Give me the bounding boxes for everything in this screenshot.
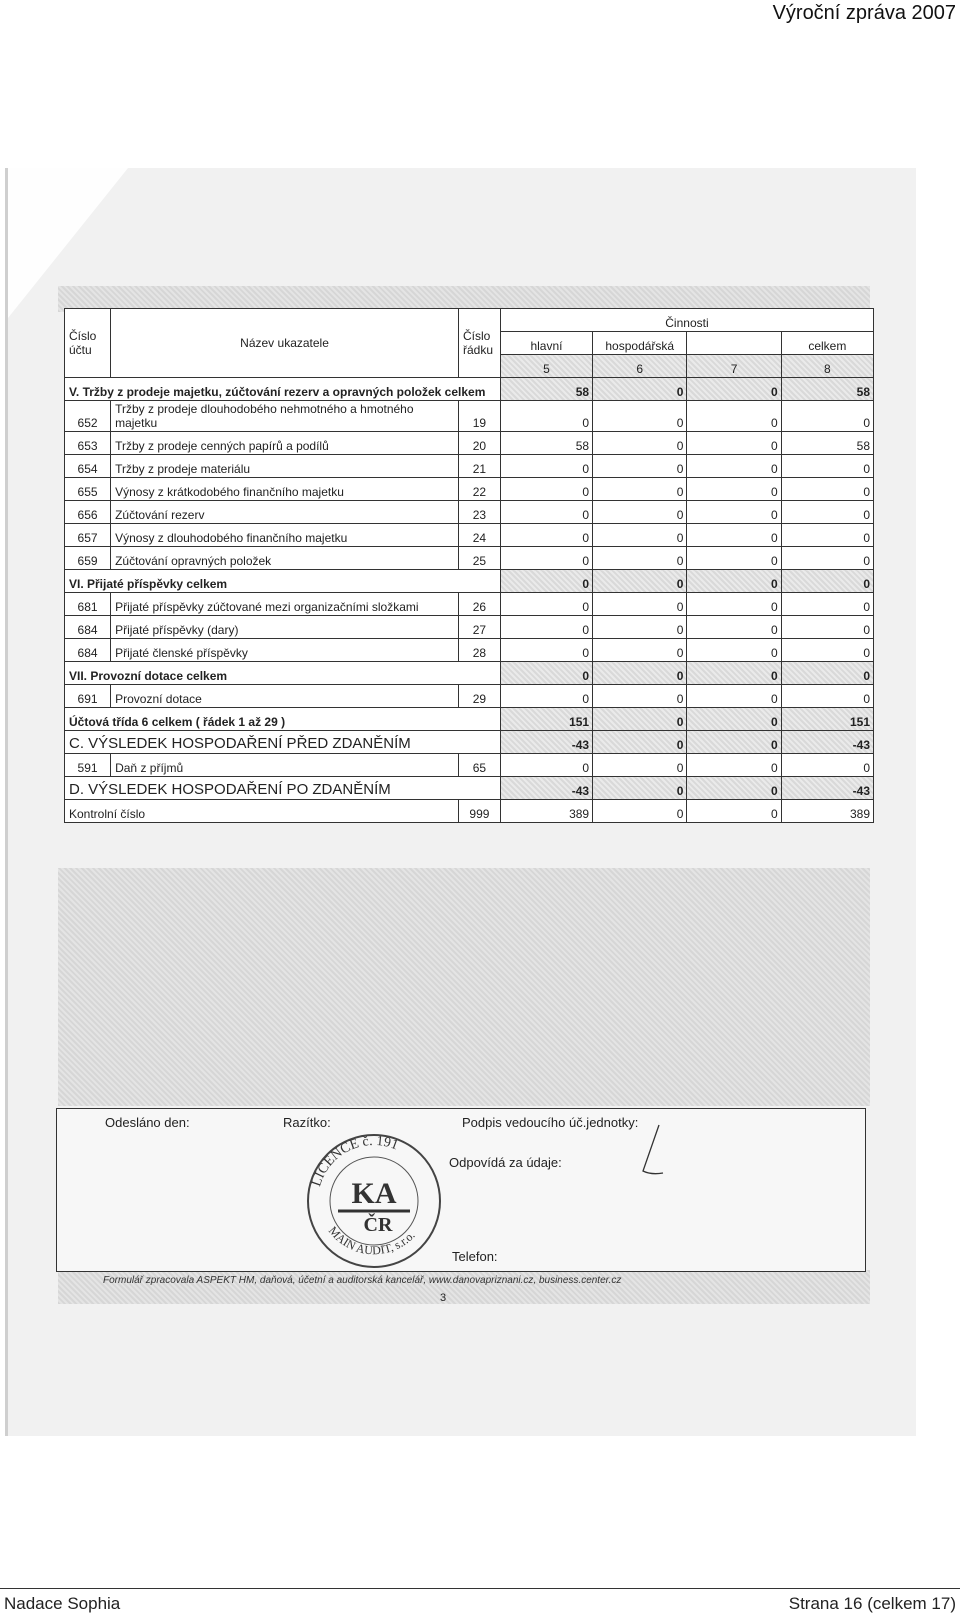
value-cell: 0 xyxy=(500,401,592,432)
value-cell: -43 xyxy=(500,731,592,754)
page-counter: Strana 16 (celkem 17) xyxy=(788,1594,956,1613)
value-cell: 0 xyxy=(593,524,687,547)
scan-shading xyxy=(58,868,870,1106)
value-cell: 0 xyxy=(781,478,873,501)
rowno-cell: 20 xyxy=(458,432,500,455)
rows-vii xyxy=(65,685,874,708)
value-cell: 0 xyxy=(781,401,873,432)
value-cell: 0 xyxy=(593,708,687,731)
value-cell: 0 xyxy=(593,616,687,639)
value-cell: 0 xyxy=(687,616,781,639)
scanned-page xyxy=(5,168,916,1436)
stamp-text-bottom: MAIN AUDIT, s.r.o. xyxy=(325,1223,418,1258)
value-cell: 0 xyxy=(500,478,592,501)
value-cell: 0 xyxy=(593,432,687,455)
stamp-text-top: LICENCE č. 191 xyxy=(309,1133,401,1189)
value-cell: 0 xyxy=(687,777,781,800)
value-cell: 0 xyxy=(593,800,687,823)
account-cell: 654 xyxy=(65,455,111,478)
value-cell: 0 xyxy=(687,501,781,524)
value-cell: 0 xyxy=(687,754,781,777)
value-cell: 58 xyxy=(500,378,592,401)
name-cell: Tržby z prodeje dlouhodobého nehmotného a hmotného majetku xyxy=(111,401,459,432)
report-title: Výroční zpráva 2007 xyxy=(772,2,956,24)
value-cell: 0 xyxy=(593,777,687,800)
account-header: Číslo účtu xyxy=(65,309,111,378)
value-cell: 151 xyxy=(781,708,873,731)
value-cell: 0 xyxy=(781,501,873,524)
account-cell: 655 xyxy=(65,478,111,501)
sent-date-label: Odesláno den: xyxy=(105,1115,190,1130)
row-number-header: Číslo řádku xyxy=(458,309,500,378)
value-cell: 0 xyxy=(593,754,687,777)
account-cell: 659 xyxy=(65,547,111,570)
phone-label: Telefon: xyxy=(452,1249,498,1264)
value-cell: 0 xyxy=(593,547,687,570)
name-cell: Zúčtování opravných položek xyxy=(111,547,459,570)
value-cell: 389 xyxy=(781,800,873,823)
value-cell: 0 xyxy=(500,616,592,639)
account-cell: 691 xyxy=(65,685,111,708)
value-cell: 0 xyxy=(687,731,781,754)
col-economic-header: hospodářská xyxy=(593,332,687,355)
name-cell: Tržby z prodeje materiálu xyxy=(111,455,459,478)
col-number: 5 xyxy=(500,355,592,378)
name-cell: Tržby z prodeje cenných papírů a podílů xyxy=(111,432,459,455)
account-cell: 591 xyxy=(65,754,111,777)
col-number: 7 xyxy=(687,355,781,378)
account-cell: 684 xyxy=(65,616,111,639)
value-cell: 0 xyxy=(593,378,687,401)
value-cell: 0 xyxy=(593,639,687,662)
rows-vi xyxy=(65,593,874,662)
value-cell: -43 xyxy=(500,777,592,800)
result-before-tax-row xyxy=(65,731,874,754)
table-row xyxy=(65,455,874,478)
table-row xyxy=(65,524,874,547)
activities-header: Činnosti xyxy=(500,309,873,332)
section-row xyxy=(65,378,874,401)
value-cell: 0 xyxy=(687,547,781,570)
value-cell: 0 xyxy=(500,639,592,662)
value-cell: 0 xyxy=(687,455,781,478)
value-cell: 0 xyxy=(593,731,687,754)
account-cell: 657 xyxy=(65,524,111,547)
value-cell: 0 xyxy=(500,570,592,593)
rowno-cell: 27 xyxy=(458,616,500,639)
value-cell: 0 xyxy=(500,662,592,685)
auditor-stamp xyxy=(304,1131,444,1271)
control-row xyxy=(65,800,874,823)
signature-label: Podpis vedoucího úč.jednotky: xyxy=(462,1115,639,1130)
signature-mark xyxy=(637,1121,667,1181)
signature-box xyxy=(56,1108,866,1272)
value-cell: 0 xyxy=(687,570,781,593)
tax-row xyxy=(65,754,874,777)
rowno-cell: 19 xyxy=(458,401,500,432)
rowno-cell: 24 xyxy=(458,524,500,547)
account-cell: 656 xyxy=(65,501,111,524)
rowno-cell: 65 xyxy=(458,754,500,777)
table-row xyxy=(65,616,874,639)
value-cell: 0 xyxy=(593,478,687,501)
result-after-label: D. VÝSLEDEK HOSPODAŘENÍ PO ZDANĚNÍM xyxy=(65,777,501,800)
value-cell: 0 xyxy=(687,401,781,432)
value-cell: 0 xyxy=(687,593,781,616)
value-cell: 0 xyxy=(593,501,687,524)
value-cell: 0 xyxy=(687,639,781,662)
section-label: VI. Přijaté příspěvky celkem xyxy=(65,570,501,593)
account-cell: 681 xyxy=(65,593,111,616)
value-cell: 0 xyxy=(781,662,873,685)
value-cell: 0 xyxy=(687,478,781,501)
section-label: V. Tržby z prodeje majetku, zúčtování rezerv a opravných položek celkem xyxy=(65,378,501,401)
stamp-label: Razítko: xyxy=(283,1115,331,1130)
table-row xyxy=(65,639,874,662)
name-cell: Výnosy z dlouhodobého finančního majetku xyxy=(111,524,459,547)
table-row xyxy=(65,432,874,455)
section-row xyxy=(65,662,874,685)
value-cell: 0 xyxy=(500,593,592,616)
rowno-cell: 26 xyxy=(458,593,500,616)
responsible-label: Odpovídá za údaje: xyxy=(449,1155,562,1170)
rowno-cell: 29 xyxy=(458,685,500,708)
stamp-text-mid1: KA xyxy=(351,1177,397,1210)
rowno-cell: 25 xyxy=(458,547,500,570)
value-cell: 0 xyxy=(781,570,873,593)
col-number: 6 xyxy=(593,355,687,378)
col-main-header: hlavní xyxy=(500,332,592,355)
section-row xyxy=(65,570,874,593)
result-after-tax-row xyxy=(65,777,874,800)
value-cell: 0 xyxy=(781,685,873,708)
value-cell: 0 xyxy=(687,708,781,731)
name-cell: Provozní dotace xyxy=(111,685,459,708)
value-cell: 0 xyxy=(781,547,873,570)
footer-rule xyxy=(0,1588,960,1589)
value-cell: 151 xyxy=(500,708,592,731)
account-cell: 653 xyxy=(65,432,111,455)
form-note: Formulář zpracovala ASPEKT HM, daňová, účetní a auditorská kancelář, www.danovapriznani.cz, business.center.cz xyxy=(103,1275,622,1286)
value-cell: 0 xyxy=(593,401,687,432)
value-cell: 58 xyxy=(781,432,873,455)
name-cell: Přijaté příspěvky zúčtované mezi organizačními složkami xyxy=(111,593,459,616)
table-row xyxy=(65,593,874,616)
financial-table xyxy=(64,308,874,823)
value-cell: 58 xyxy=(781,378,873,401)
organization-name: Nadace Sophia xyxy=(4,1594,121,1613)
value-cell: -43 xyxy=(781,777,873,800)
value-cell: 0 xyxy=(593,570,687,593)
col-number: 8 xyxy=(781,355,873,378)
value-cell: 0 xyxy=(687,685,781,708)
value-cell: 0 xyxy=(687,378,781,401)
name-cell: Přijaté členské příspěvky xyxy=(111,639,459,662)
class6-label: Účtová třída 6 celkem ( řádek 1 až 29 ) xyxy=(65,708,501,731)
account-cell: 684 xyxy=(65,639,111,662)
value-cell: 0 xyxy=(781,754,873,777)
value-cell: 0 xyxy=(500,754,592,777)
stamp-text-mid2: ČR xyxy=(363,1214,393,1236)
result-before-label: C. VÝSLEDEK HOSPODAŘENÍ PŘED ZDANĚNÍM xyxy=(65,731,501,754)
value-cell: 0 xyxy=(781,639,873,662)
table-row xyxy=(65,501,874,524)
value-cell: 0 xyxy=(687,662,781,685)
rows-v xyxy=(65,401,874,570)
value-cell: 0 xyxy=(781,616,873,639)
col-total-header: celkem xyxy=(781,332,873,355)
value-cell: 0 xyxy=(500,455,592,478)
account-cell: 652 xyxy=(65,401,111,432)
value-cell: 0 xyxy=(500,524,592,547)
value-cell: 0 xyxy=(781,593,873,616)
value-cell: 0 xyxy=(687,800,781,823)
indicator-header: Název ukazatele xyxy=(111,309,459,378)
value-cell: 389 xyxy=(500,800,592,823)
table-row xyxy=(65,685,874,708)
class6-row xyxy=(65,708,874,731)
value-cell: 0 xyxy=(687,432,781,455)
table-row xyxy=(65,401,874,432)
value-cell: 0 xyxy=(593,593,687,616)
rowno-cell: 999 xyxy=(458,800,500,823)
table-row xyxy=(65,547,874,570)
value-cell: 0 xyxy=(687,524,781,547)
table-holder xyxy=(64,308,874,823)
value-cell: 0 xyxy=(500,685,592,708)
value-cell: 0 xyxy=(781,524,873,547)
value-cell: 0 xyxy=(593,662,687,685)
name-cell: Daň z příjmů xyxy=(111,754,459,777)
value-cell: 0 xyxy=(593,455,687,478)
name-cell: Přijaté příspěvky (dary) xyxy=(111,616,459,639)
value-cell: 58 xyxy=(500,432,592,455)
value-cell: 0 xyxy=(781,455,873,478)
name-cell: Výnosy z krátkodobého finančního majetku xyxy=(111,478,459,501)
rowno-cell: 23 xyxy=(458,501,500,524)
scan-page-number: 3 xyxy=(440,1292,447,1304)
col-empty-header xyxy=(687,332,781,355)
value-cell: -43 xyxy=(781,731,873,754)
value-cell: 0 xyxy=(500,547,592,570)
table-row xyxy=(65,478,874,501)
value-cell: 0 xyxy=(500,501,592,524)
section-label: VII. Provozní dotace celkem xyxy=(65,662,501,685)
rowno-cell: 21 xyxy=(458,455,500,478)
control-label: Kontrolní číslo xyxy=(65,800,459,823)
rowno-cell: 28 xyxy=(458,639,500,662)
name-cell: Zúčtování rezerv xyxy=(111,501,459,524)
value-cell: 0 xyxy=(593,685,687,708)
rowno-cell: 22 xyxy=(458,478,500,501)
